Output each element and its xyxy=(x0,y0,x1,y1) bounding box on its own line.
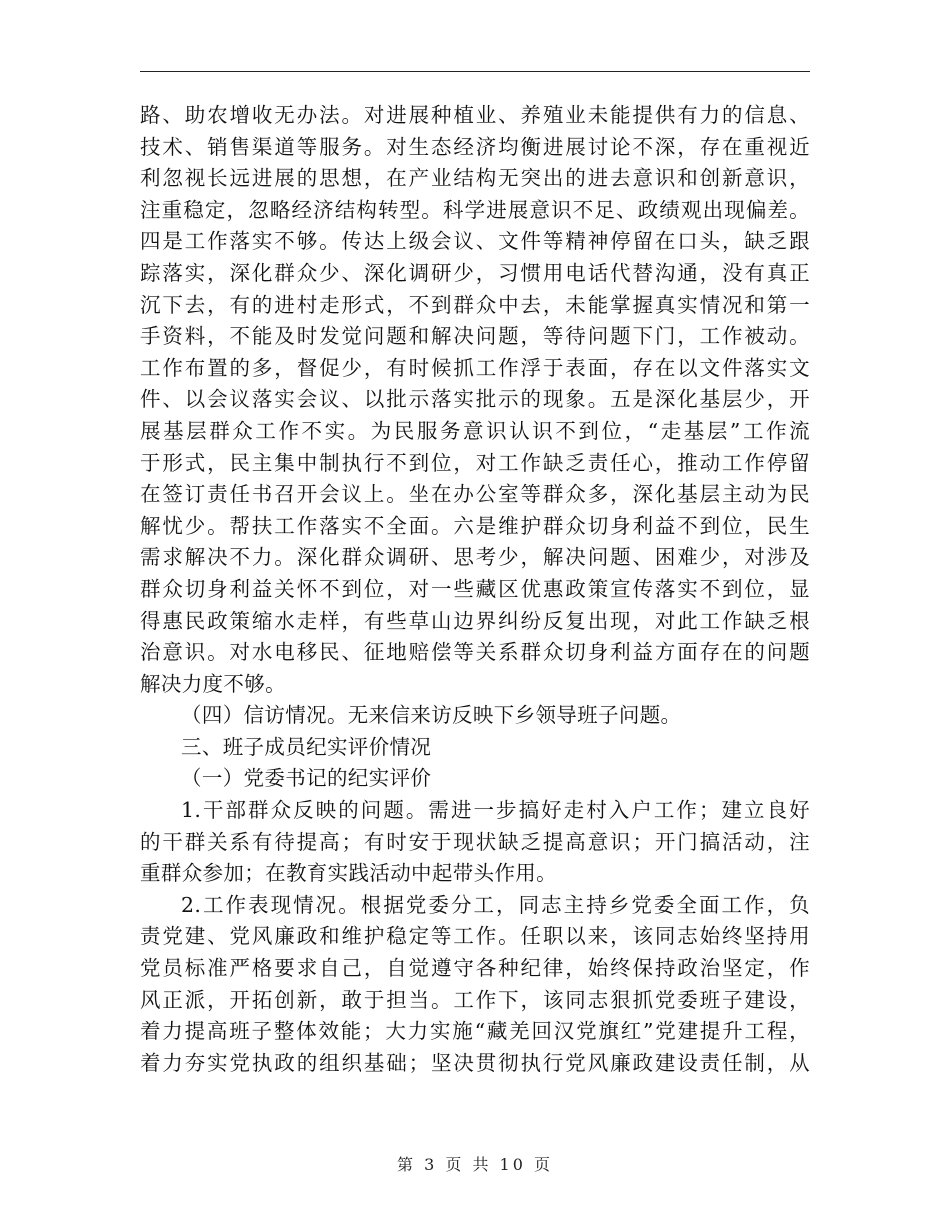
text-line: 解决力度不够。 xyxy=(140,671,286,696)
text-line: 党员标准严格要求自己，自觉遵守各种纪律，始终保持政治坚定，作 xyxy=(140,956,810,981)
text-line: 四是工作落实不够。传达上级会议、文件等精神停留在口头，缺乏跟 xyxy=(140,229,810,254)
section-heading: （一）党委书记的纪实评价 xyxy=(181,766,432,791)
text-line: 重群众参加；在教育实践活动中起带头作用。 xyxy=(140,861,557,886)
section-heading: 三、班子成员纪实评价情况 xyxy=(181,734,432,759)
body-text xyxy=(140,100,810,1079)
text-line: 治意识。对水电移民、征地赔偿等关系群众切身利益方面存在的问题 xyxy=(140,640,810,665)
section-heading: （四）信访情况。无来信来访反映下乡领导班子问题。 xyxy=(181,703,682,728)
text-line: 解忧少。帮扶工作落实不全面。六是维护群众切身利益不到位，民生 xyxy=(140,513,810,538)
text-line: 的干群关系有待提高；有时安于现状缺乏提高意识；开门搞活动，注 xyxy=(140,829,810,854)
page-footer: 第 3 页 共 10 页 xyxy=(397,1155,553,1174)
text-line: 责党建、党风廉政和维护稳定等工作。任职以来，该同志始终坚持用 xyxy=(140,924,810,949)
text-line: 在签订责任书召开会议上。坐在办公室等群众多，深化基层主动为民 xyxy=(140,482,810,507)
text-line: 需求解决不力。深化群众调研、思考少，解决问题、困难少，对涉及 xyxy=(140,545,810,570)
text-line: 利忽视长远进展的思想，在产业结构无突出的进去意识和创新意识， xyxy=(140,166,810,191)
text-line: 注重稳定，忽略经济结构转型。科学进展意识不足、政绩观出现偏差。 xyxy=(140,197,810,222)
header-rule xyxy=(140,71,810,72)
text-line: 技术、销售渠道等服务。对生态经济均衡进展讨论不深，存在重视近 xyxy=(140,134,810,159)
text-line: 风正派，开拓创新，敢于担当。工作下，该同志狠抓党委班子建设， xyxy=(140,987,810,1012)
text-line: 展基层群众工作不实。为民服务意识认识不到位，“走基层”工作流 xyxy=(140,418,810,443)
text-line: 手资料，不能及时发觉问题和解决问题，等待问题下门，工作被动。 xyxy=(140,324,810,349)
text-line: 着力夯实党执政的组织基础；坚决贯彻执行党风廉政建设责任制，从 xyxy=(140,1050,810,1075)
text-line: 群众切身利益关怀不到位，对一些藏区优惠政策宣传落实不到位，显 xyxy=(140,576,810,601)
text-line: 件、以会议落实会议、以批示落实批示的现象。五是深化基层少，开 xyxy=(140,387,810,412)
text-line: 1.干部群众反映的问题。需进一步搞好走村入户工作；建立良好 xyxy=(181,798,810,823)
text-line: 得惠民政策缩水走样，有些草山边界纠纷反复出现，对此工作缺乏根 xyxy=(140,608,810,633)
text-line: 路、助农增收无办法。对进展种植业、养殖业未能提供有力的信息、 xyxy=(140,103,810,127)
text-line: 于形式，民主集中制执行不到位，对工作缺乏责任心，推动工作停留 xyxy=(140,450,810,475)
text-line: 沉下去，有的进村走形式，不到群众中去，未能掌握真实情况和第一 xyxy=(140,292,810,317)
text-line: 着力提高班子整体效能；大力实施“藏羌回汉党旗红”党建提升工程， xyxy=(140,1019,810,1044)
text-line: 踪落实，深化群众少、深化调研少，习惯用电话代替沟通，没有真正 xyxy=(140,260,810,285)
text-line: 2.工作表现情况。根据党委分工，同志主持乡党委全面工作，负 xyxy=(181,892,810,917)
text-line: 工作布置的多，督促少，有时候抓工作浮于表面，存在以文件落实文 xyxy=(140,355,810,380)
